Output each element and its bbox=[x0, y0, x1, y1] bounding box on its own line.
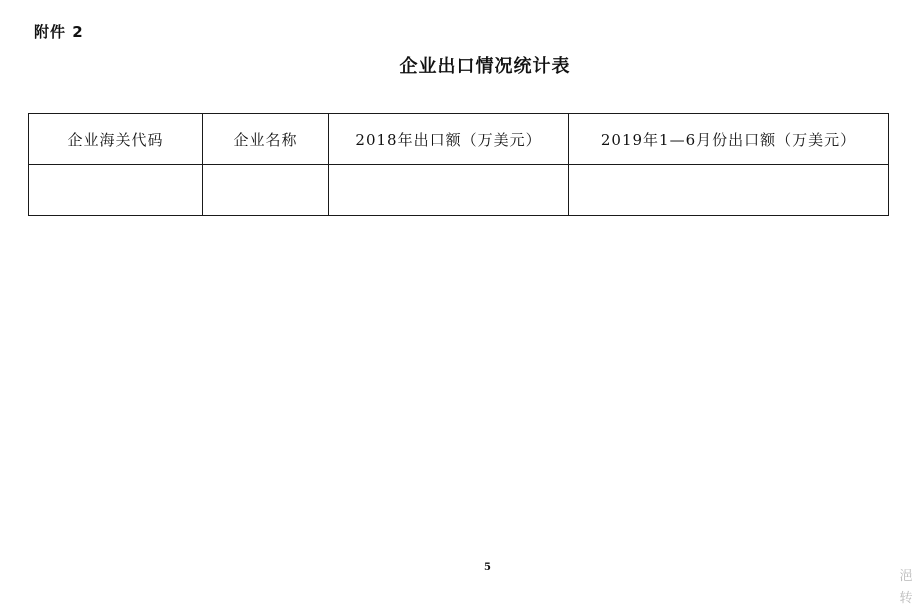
header-customs-code: 企业海关代码 bbox=[29, 114, 203, 165]
document-title: 企业出口情况统计表 bbox=[399, 56, 571, 77]
header-export-2019-h1: 2019年1—6月份出口额（万美元） bbox=[569, 114, 889, 165]
watermark bbox=[898, 566, 914, 610]
table-row bbox=[29, 165, 889, 216]
export-statistics-table bbox=[28, 113, 889, 216]
page-number: 5 bbox=[484, 562, 491, 573]
watermark-char: 转 bbox=[899, 591, 913, 606]
cell-customs-code[interactable] bbox=[29, 165, 203, 216]
header-export-2018: 2018年出口额（万美元） bbox=[329, 114, 569, 165]
watermark-char: 浥 bbox=[899, 569, 913, 584]
attachment-label: 附件 2 bbox=[34, 23, 84, 41]
header-company-name: 企业名称 bbox=[203, 114, 329, 165]
cell-export-2018[interactable] bbox=[329, 165, 569, 216]
table-header-row bbox=[29, 114, 889, 165]
cell-export-2019-h1[interactable] bbox=[569, 165, 889, 216]
cell-company-name[interactable] bbox=[203, 165, 329, 216]
